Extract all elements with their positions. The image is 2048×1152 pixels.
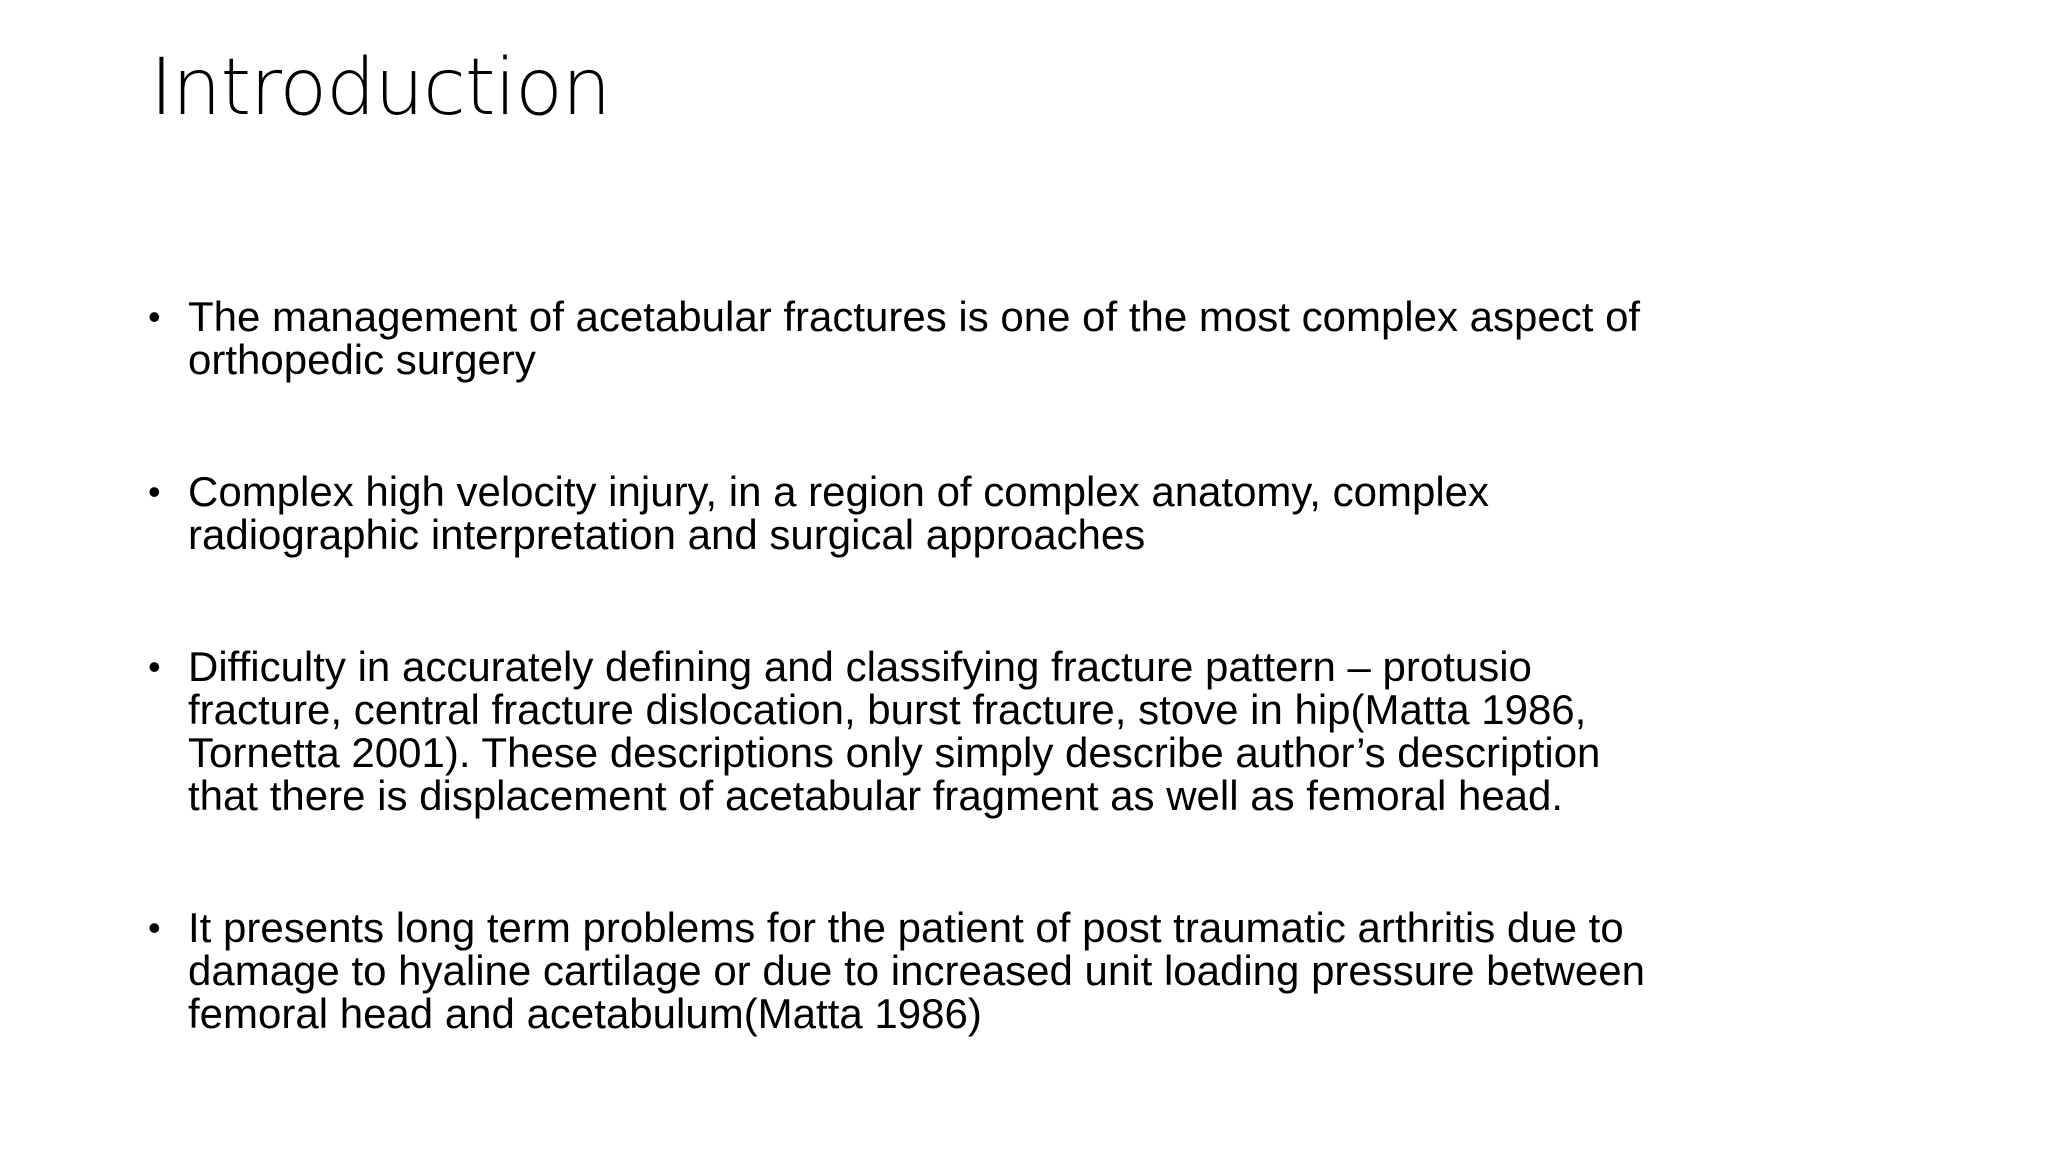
bullet-line: The management of acetabular fractures is one of the most complex aspect of [188, 293, 1641, 340]
bullet-line: fracture, central fracture dislocation, burst fracture, stove in hip(Matta 1986, [188, 686, 1587, 733]
bullet-line: Difficulty in accurately defining and classifying fracture pattern – protusio [188, 643, 1532, 690]
bullet-line: Complex high velocity injury, in a region of complex anatomy, complex [188, 468, 1490, 515]
bullet-marker: • [148, 471, 161, 512]
slide-title: Introduction [150, 43, 611, 133]
bullet-line: that there is displacement of acetabular fragment as well as femoral head. [188, 772, 1564, 819]
bullet-item [146, 645, 1906, 817]
bullet-item [146, 906, 1906, 1035]
bullet-line: damage to hyaline cartilage or due to increased unit loading pressure between [188, 947, 1645, 994]
bullet-text [188, 906, 1906, 1035]
bullet-line: It presents long term problems for the patient of post traumatic arthritis due to [188, 904, 1624, 951]
bullet-line: femoral head and acetabulum(Matta 1986) [188, 990, 982, 1037]
bullet-item [146, 470, 1906, 556]
bullet-item [146, 295, 1906, 381]
bullet-line: radiographic interpretation and surgical approaches [188, 511, 1146, 558]
bullet-list [146, 295, 1906, 1035]
bullet-marker: • [148, 646, 161, 687]
bullet-marker: • [148, 296, 161, 337]
bullet-text [188, 470, 1906, 556]
bullet-line: orthopedic surgery [188, 336, 536, 383]
bullet-text [188, 295, 1906, 381]
bullet-marker: • [148, 907, 161, 948]
bullet-line: Tornetta 2001). These descriptions only simply describe author’s description [188, 729, 1601, 776]
bullet-text [188, 645, 1906, 817]
